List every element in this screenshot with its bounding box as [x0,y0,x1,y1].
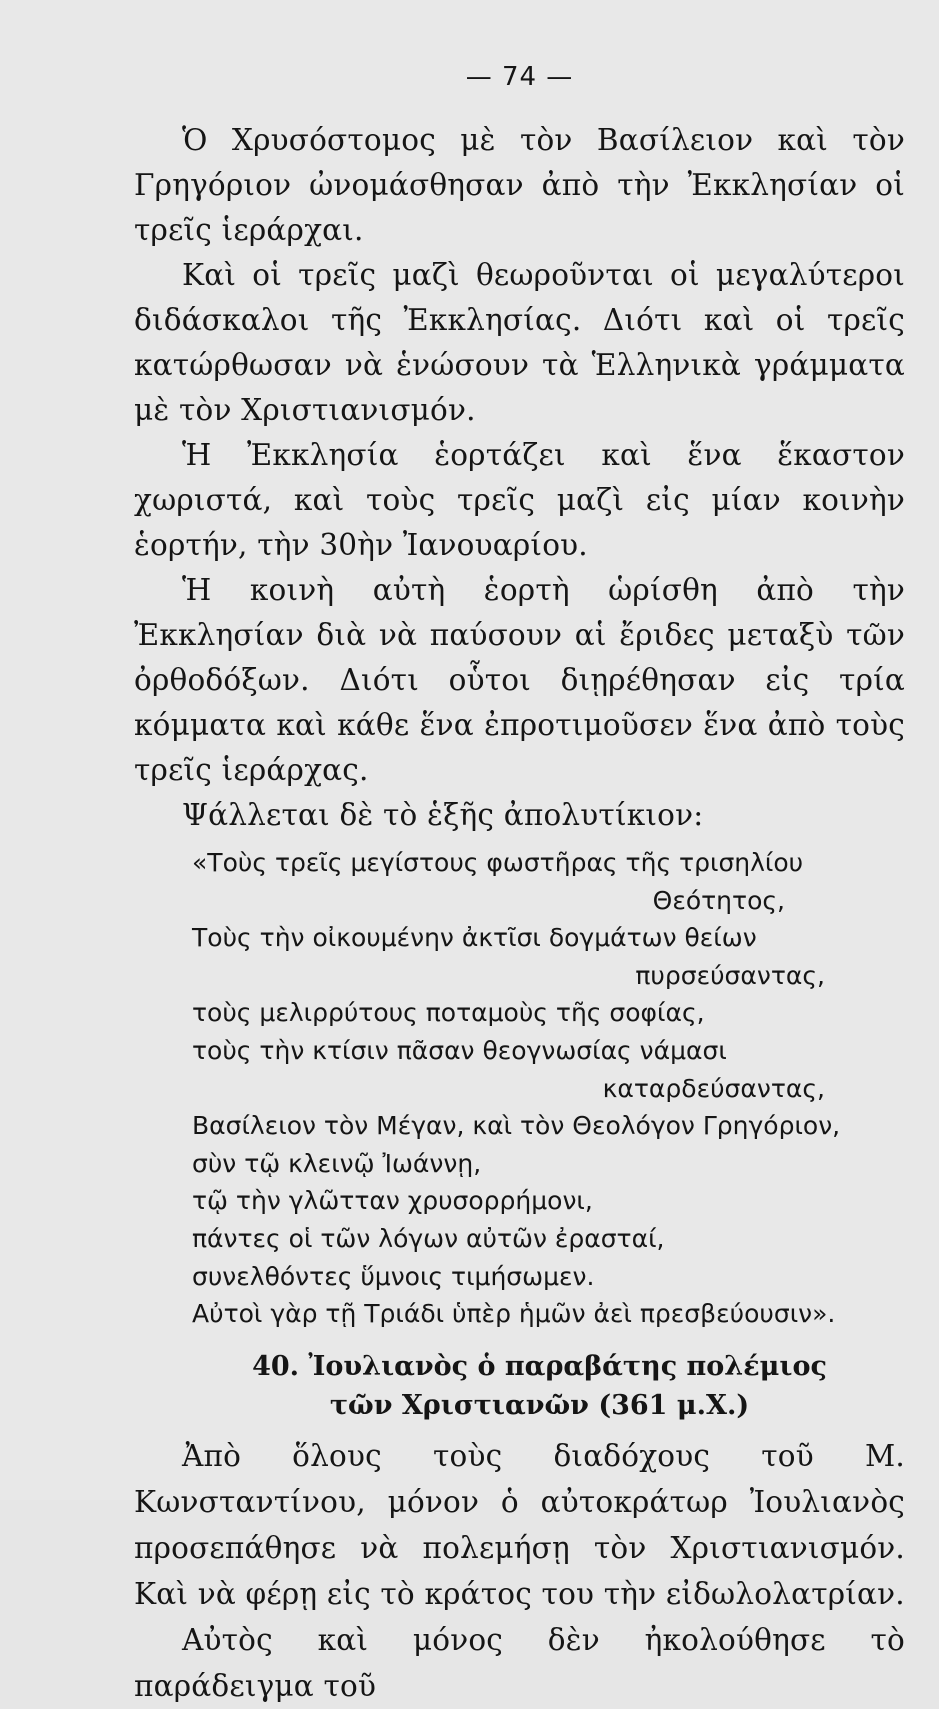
hymn-line: Τοὺς τὴν οἰκουμένην ἀκτῖσι δογμάτων θείων [192,923,757,953]
hymn-line: Θεότητος, [652,885,785,915]
page-number: — 74 — [465,62,574,92]
paragraph-common-feast: Ἡ κοινὴ αὐτὴ ἑορτὴ ὡρίσθη ἀπὸ τὴν Ἐκκλησίαν διὰ νὰ παύσουν αἱ ἔριδες μεταξὺ τῶν ὀρθοδόξων. Διότι οὗτοι διῃρέθησαν εἰς τρία κόμματα καὶ κάθε ἕνα ἐπροτιμοῦσεν ἕνα ἀπὸ τοὺς τρεῖς ἱεράρχας. [134,573,905,787]
section-body [134,1433,905,1709]
hymn-line: Αὐτοὶ γὰρ τῇ Τριάδι ὑπὲρ ἡμῶν ἀεὶ πρεσβεύουσιν». [192,1299,836,1329]
hymn-line: «Τοὺς τρεῖς μεγίστους φωστῆρας τῆς τρισηλίου [192,848,804,877]
hymn-line: καταρδεύσαντας, [602,1073,825,1103]
paragraph-teachers: Καὶ οἱ τρεῖς μαζὶ θεωροῦνται οἱ μεγαλύτεροι διδάσκαλοι τῆς Ἐκκλησίας. Διότι καὶ οἱ τρεῖς κατώρθωσαν νὰ ἑνώσουν τὰ Ἑλληνικὰ γράμματα μὲ τὸν Χριστιανισμόν. [134,258,905,427]
hymn-line: πάντες οἱ τῶν λόγων αὐτῶν ἐρασταί, [192,1223,665,1253]
section-heading [134,1347,905,1425]
paragraph-apolytikion-intro: Ψάλλεται δὲ τὸ ἑξῆς ἀπολυτίκιον: [182,798,704,832]
hymn-line: πυρσεύσαντας, [635,960,825,990]
section-heading-line-2: τῶν Χριστιανῶν (361 μ.Χ.) [329,1389,750,1421]
paragraph-julian: Ἀπὸ ὅλους τοὺς διαδόχους τοῦ Μ. Κωνσταντίνου, μόνον ὁ αὐτοκράτωρ Ἰουλιανὸς προσεπάθησε νὰ πολεμήσῃ τὸν Χριστιανισμόν. Καὶ νὰ φέρῃ εἰς τὸ κράτος του τὴν εἰδωλολατρίαν. [134,1438,905,1611]
paragraph-chrysostom: Ὁ Χρυσόστομος μὲ τὸν Βασίλειον καὶ τὸν Γρηγόριον ὠνομάσθησαν ἀπὸ τὴν Ἐκκλησίαν οἱ τρεῖς ἱεράρχαι. [134,123,905,247]
hymn-line: τοὺς τὴν κτίσιν πᾶσαν θεογνωσίας νάμασι [192,1035,727,1065]
section-heading-line-1: 40. Ἰουλιανὸς ὁ παραβάτης πολέμιος [252,1350,827,1382]
paragraph-julian-continued: Αὐτὸς καὶ μόνος δὲν ἠκολούθησε τὸ παράδειγμα τοῦ [134,1622,905,1703]
apolytikion-hymn [134,844,905,1333]
hymn-line: τοὺς μελιρρύτους ποταμοὺς τῆς σοφίας, [192,998,705,1028]
hymn-line: Βασίλειον τὸν Μέγαν, καὶ τὸν Θεολόγον Γρηγόριον, [192,1111,841,1141]
hymn-line: τῷ τὴν γλῶτταν χρυσορρήμονι, [192,1186,593,1216]
hymn-line: σὺν τῷ κλεινῷ Ἰωάννῃ, [192,1148,482,1178]
hymn-line: συνελθόντες ὕμνοις τιμήσωμεν. [192,1261,595,1291]
paragraph-feast: Ἡ Ἐκκλησία ἑορτάζει καὶ ἕνα ἕκαστον χωριστά, καὶ τοὺς τρεῖς μαζὶ εἰς μίαν κοινὴν ἑορτήν, τὴν 30ὴν Ἰανουαρίου. [134,438,905,562]
